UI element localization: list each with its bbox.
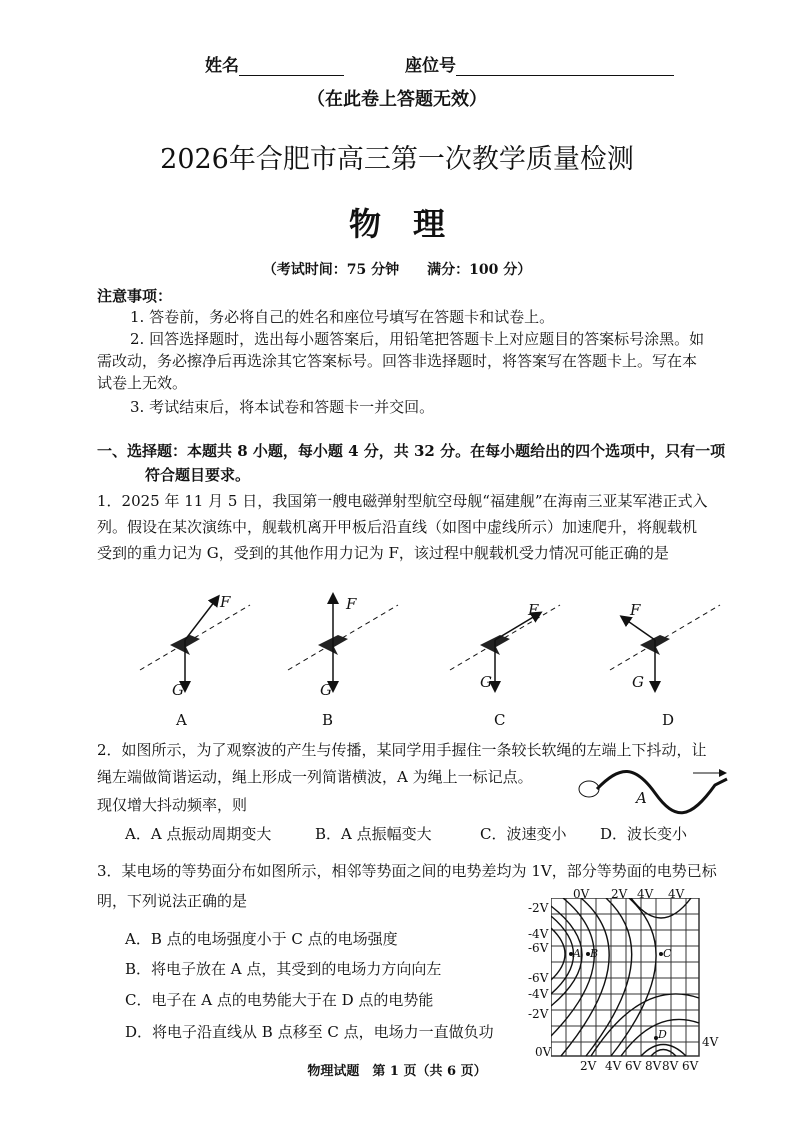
name-field[interactable] xyxy=(205,56,344,76)
q2-text: 现仅增大抖动频率，则 xyxy=(97,796,248,814)
potential-label: 6V xyxy=(682,1059,699,1073)
q1-text: 1．2025 年 11 月 5 日，我国第一艘电磁弹射型航空母舰“福建舰”在海南三亚某军港正式入 xyxy=(97,492,708,510)
potential-label: 0V xyxy=(573,887,590,901)
figure-label-d: D xyxy=(662,711,675,729)
page-title: 2026年合肥市高三第一次教学质量检测 xyxy=(160,144,634,175)
figure-b xyxy=(288,595,398,690)
potential-label: 0V xyxy=(535,1045,552,1059)
force-f-label: F xyxy=(220,593,231,611)
figure-d xyxy=(610,605,720,690)
page-footer: 物理试题 第 1 页（共 6 页） xyxy=(307,1064,487,1079)
figure-a xyxy=(140,597,250,690)
potential-label: -4V xyxy=(528,987,549,1001)
q1-text: 列。假设在某次演练中，舰载机离开甲板后沿直线（如图中虚线所示）加速爬升，将舰载机 xyxy=(97,518,698,536)
q3-option-a[interactable]: A．B 点的电场强度小于 C 点的电场强度 xyxy=(125,930,398,948)
q3-option-c[interactable]: C．电子在 A 点的电势能大于在 D 点的电势能 xyxy=(125,991,434,1009)
potential-label: -4V xyxy=(528,927,549,941)
force-g-label: G xyxy=(172,681,184,699)
q3-text: 3．某电场的等势面分布如图所示，相邻等势面之间的电势差均为 1V，部分等势面的电势已标 xyxy=(97,862,717,880)
potential-label: 4V xyxy=(637,887,654,901)
rope-wave-figure xyxy=(575,765,735,825)
force-f-label: F xyxy=(528,601,539,619)
potential-label: 4V xyxy=(605,1059,622,1073)
q2-option-c[interactable]: C．波速变小 xyxy=(480,825,567,843)
seat-field[interactable] xyxy=(405,56,674,76)
exam-info: （考试时间：75 分钟 满分：100 分） xyxy=(262,262,532,278)
point-label: B xyxy=(590,947,599,960)
potential-label: -2V xyxy=(528,1007,549,1021)
potential-label: -6V xyxy=(528,971,549,985)
figure-c xyxy=(450,605,560,690)
force-g-label: G xyxy=(632,673,644,691)
q3-option-b[interactable]: B．将电子放在 A 点，其受到的电场力方向向左 xyxy=(125,960,442,978)
point-label: D xyxy=(658,1028,667,1041)
potential-label: 2V xyxy=(580,1059,597,1073)
point-label: C xyxy=(663,947,672,960)
name-label: 姓名 xyxy=(205,56,239,76)
notice-line: 需改动，务必擦净后再选涂其它答案标号。回答非选择题时，将答案写在答题卡上。写在本 xyxy=(97,352,698,370)
force-f-label: F xyxy=(346,595,357,613)
figure-label-c: C xyxy=(494,711,506,729)
potential-label: -2V xyxy=(528,901,549,915)
force-g-label: G xyxy=(480,673,492,691)
section-heading-cont: 符合题目要求。 xyxy=(145,466,251,484)
notice-line: 2. 回答选择题时，选出每小题答案后，用铅笔把答题卡上对应题目的答案标号涂黑。如 xyxy=(130,330,705,348)
equipotential-figure xyxy=(551,898,701,1058)
potential-label: 4V xyxy=(668,887,685,901)
potential-label: 2V xyxy=(611,887,628,901)
q2-option-a[interactable]: A．A 点振动周期变大 xyxy=(125,825,272,843)
force-g-label: G xyxy=(320,681,332,699)
figure-label-b: B xyxy=(322,711,334,729)
q3-option-d[interactable]: D．将电子沿直线从 B 点移至 C 点，电场力一直做负功 xyxy=(125,1023,494,1041)
section-heading: 一、选择题：本题共 8 小题，每小题 4 分，共 32 分。在每小题给出的四个选项中，只有一项 xyxy=(97,442,726,460)
notice-line: 试卷上无效。 xyxy=(97,374,188,392)
subject-title: 物 理 xyxy=(348,205,445,243)
figure-label-a: A xyxy=(176,711,187,729)
q2-option-b[interactable]: B．A 点振幅变大 xyxy=(315,825,432,843)
point-a-label: A xyxy=(636,789,647,807)
point-label: A xyxy=(573,947,581,960)
force-f-label: F xyxy=(630,601,641,619)
q2-text: 绳左端做简谐运动，绳上形成一列简谐横波，A 为绳上一标记点。 xyxy=(97,768,533,786)
notice-line: 3. 考试结束后，将本试卷和答题卡一并交回。 xyxy=(130,398,435,416)
hand-icon xyxy=(579,781,599,797)
notice-line: 1. 答卷前，务必将自己的姓名和座位号填写在答题卡和试卷上。 xyxy=(130,308,555,326)
potential-label: 6V xyxy=(625,1059,642,1073)
q3-text: 明，下列说法正确的是 xyxy=(97,892,248,910)
potential-label: -6V xyxy=(528,941,549,955)
q2-text: 2．如图所示，为了观察波的产生与传播，某同学用手握住一条较长软绳的左端上下抖动，让 xyxy=(97,741,707,759)
potential-label: 8V xyxy=(645,1059,662,1073)
q1-text: 受到的重力记为 G，受到的其他作用力记为 F，该过程中舰载机受力情况可能正确的是 xyxy=(97,544,669,562)
potential-label: 8V xyxy=(662,1059,679,1073)
seat-label: 座位号 xyxy=(405,56,456,76)
notice-heading: 注意事项： xyxy=(97,287,173,305)
invalid-note: （在此卷上答题无效） xyxy=(307,89,487,110)
potential-label: 4V xyxy=(702,1035,719,1049)
q2-option-d[interactable]: D．波长变小 xyxy=(600,825,688,843)
